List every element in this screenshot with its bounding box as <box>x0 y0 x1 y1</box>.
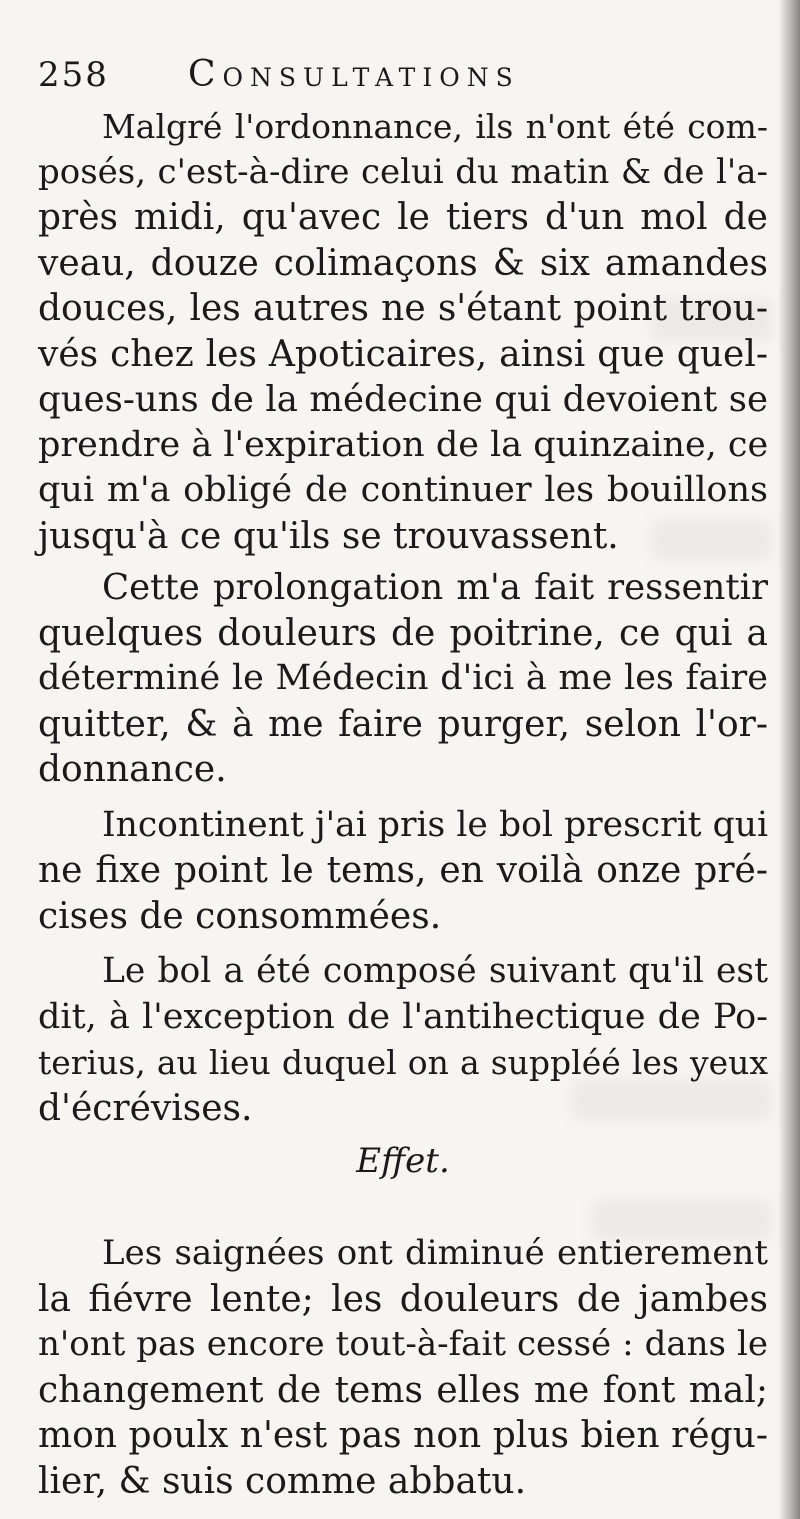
text-line: posés, c'est-à-dire celui du matin & de l'a- <box>38 151 768 192</box>
page-number: 258 <box>38 55 109 95</box>
running-title: Consultations <box>188 54 520 95</box>
text-line: veau, douze colimaçons & six amandes <box>38 242 768 284</box>
text-line: Les saignées ont diminué entierement <box>102 1233 768 1273</box>
page-gutter-shadow <box>778 0 800 1519</box>
text-line: ques-uns de la médecine qui devoient se <box>38 379 768 420</box>
text-line: vés chez les Apoticaires, ainsi que quel- <box>38 333 768 375</box>
text-line: Cette prolongation m'a fait ressentir <box>102 567 768 608</box>
text-line: cises de consommées. <box>38 895 442 937</box>
text-line: donnance. <box>38 749 227 790</box>
text-line: jusqu'à ce qu'ils se trouvassent. <box>38 515 619 557</box>
paragraph-2 <box>38 565 768 793</box>
text-line: ne fixe point le tems, en voilà onze pré- <box>38 850 768 891</box>
text-line: près midi, qu'avec le tiers d'un mol de <box>38 197 768 238</box>
text-line: n'ont pas encore tout-à-fait cessé : dans le <box>38 1324 768 1364</box>
text-line: déterminé le Médecin d'ici à me les faire <box>38 658 768 698</box>
text-line: qui m'a obligé de continuer les bouillons <box>38 470 768 510</box>
text-line: Malgré l'ordonnance, ils n'ont été com- <box>102 107 768 146</box>
text-block <box>38 54 768 1504</box>
text-line: la fiévre lente; les douleurs de jambes <box>38 1278 768 1320</box>
text-line: quelques douleurs de poitrine, ce qui a <box>38 612 768 654</box>
text-line: prendre à l'expiration de la quinzaine, ce <box>38 424 769 465</box>
text-line: Le bol a été composé suivant qu'il est <box>102 951 768 991</box>
effect-paragraph <box>38 1231 768 1504</box>
paragraph-3 <box>38 803 768 940</box>
text-line: douces, les autres ne s'étant point trou- <box>38 288 768 329</box>
text-line: dit, à l'exception de l'antihectique de Po- <box>38 996 768 1037</box>
running-head <box>38 54 768 104</box>
text-line: terius, au lieu duquel on a suppléé les yeux <box>38 1043 768 1082</box>
text-line: changement de tems elles me font mal; <box>38 1369 768 1411</box>
text-line: mon poulx n'est pas non plus bien régu- <box>38 1415 768 1456</box>
section-heading: Effet. <box>356 1141 450 1181</box>
text-line: lier, & suis comme abbatu. <box>38 1460 527 1502</box>
text-line: d'écrévises. <box>38 1087 253 1129</box>
paragraph-1 <box>38 104 768 559</box>
paragraph-4 <box>38 949 768 1131</box>
text-line: quitter, & à me faire purger, selon l'or- <box>38 703 768 745</box>
text-line: Incontinent j'ai pris le bol prescrit qui <box>102 804 768 845</box>
